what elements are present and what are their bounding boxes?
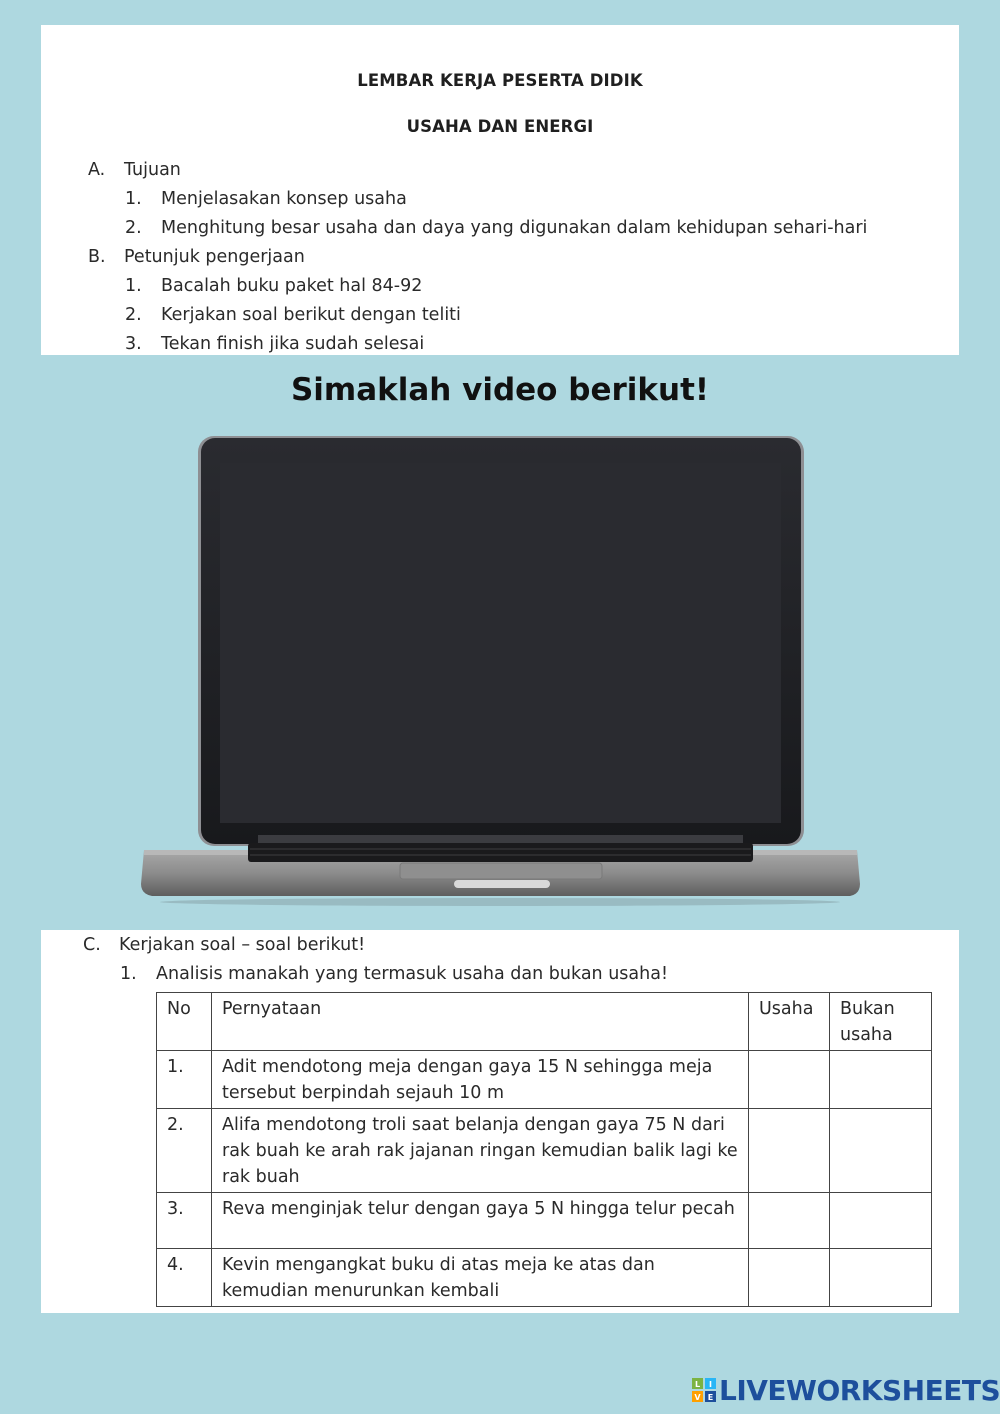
worksheet-header-card — [41, 25, 959, 355]
header-bukan-usaha: Bukan usaha — [830, 993, 932, 1051]
worksheet-questions-card — [41, 930, 959, 1313]
section-a-label: Tujuan — [124, 160, 181, 180]
item-number: 3. — [125, 334, 142, 354]
bukan-usaha-answer-cell[interactable] — [830, 1249, 932, 1307]
question-text: Analisis manakah yang termasuk usaha dan bukan usaha! — [156, 964, 668, 984]
row-statement: Adit mendotong meja dengan gaya 15 N sehingga meja tersebut berpindah sejauh 10 m — [212, 1051, 749, 1109]
liveworksheets-logo[interactable] — [692, 1374, 1000, 1407]
section-a-letter: A. — [88, 160, 106, 180]
row-statement: Kevin mengangkat buku di atas meja ke atas dan kemudian menurunkan kembali — [212, 1249, 749, 1307]
item-text: Menjelasakan konsep usaha — [161, 189, 407, 209]
usaha-answer-cell[interactable] — [749, 1193, 830, 1249]
item-text: Kerjakan soal berikut dengan teliti — [161, 305, 461, 325]
document-title: LEMBAR KERJA PESERTA DIDIK — [357, 71, 643, 90]
usaha-answer-cell[interactable] — [749, 1109, 830, 1193]
video-player[interactable] — [138, 432, 863, 910]
question-number: 1. — [120, 964, 137, 984]
section-b-letter: B. — [88, 247, 106, 267]
bukan-usaha-answer-cell[interactable] — [830, 1051, 932, 1109]
row-statement: Reva menginjak telur dengan gaya 5 N hingga telur pecah — [212, 1193, 749, 1249]
header-no: No — [157, 993, 212, 1051]
item-number: 1. — [125, 276, 142, 296]
document-subtitle: USAHA DAN ENERGI — [406, 117, 594, 136]
usaha-answer-cell[interactable] — [749, 1249, 830, 1307]
item-text: Menghitung besar usaha dan daya yang digunakan dalam kehidupan sehari-hari — [161, 218, 868, 238]
item-number: 2. — [125, 305, 142, 325]
logo-wordmark: LIVEWORKSHEETS — [719, 1374, 1000, 1407]
logo-mark-letter: I — [709, 1380, 712, 1389]
item-number: 2. — [125, 218, 142, 238]
row-number: 3. — [157, 1193, 212, 1249]
table-row — [157, 1249, 932, 1307]
section-b-label: Petunjuk pengerjaan — [124, 247, 305, 267]
section-c-label: Kerjakan soal – soal berikut! — [119, 935, 366, 955]
laptop-illustration — [138, 432, 863, 910]
table-row — [157, 1109, 932, 1193]
answer-table — [156, 992, 932, 1307]
item-number: 1. — [125, 189, 142, 209]
header-usaha: Usaha — [749, 993, 830, 1051]
table-header-row — [157, 993, 932, 1051]
table-row — [157, 1193, 932, 1249]
row-statement: Alifa mendotong troli saat belanja dengan gaya 75 N dari rak buah ke arah rak jajanan ringan kemudian balik lagi ke rak buah — [212, 1109, 749, 1193]
liveworksheets-logo-mark — [692, 1378, 716, 1402]
bukan-usaha-answer-cell[interactable] — [830, 1193, 932, 1249]
row-number: 1. — [157, 1051, 212, 1109]
video-screen — [220, 463, 781, 823]
section-c-letter: C. — [83, 935, 101, 955]
item-text: Tekan finish jika sudah selesai — [161, 334, 425, 354]
header-statement: Pernyataan — [212, 993, 749, 1051]
usaha-answer-cell[interactable] — [749, 1051, 830, 1109]
logo-mark-letter: E — [707, 1393, 714, 1402]
video-heading: Simaklah video berikut! — [290, 372, 710, 408]
logo-mark-letter: V — [694, 1393, 701, 1402]
bukan-usaha-answer-cell[interactable] — [830, 1109, 932, 1193]
row-number: 4. — [157, 1249, 212, 1307]
logo-mark-letter: L — [694, 1380, 701, 1389]
item-text: Bacalah buku paket hal 84-92 — [161, 276, 423, 296]
row-number: 2. — [157, 1109, 212, 1193]
table-row — [157, 1051, 932, 1109]
